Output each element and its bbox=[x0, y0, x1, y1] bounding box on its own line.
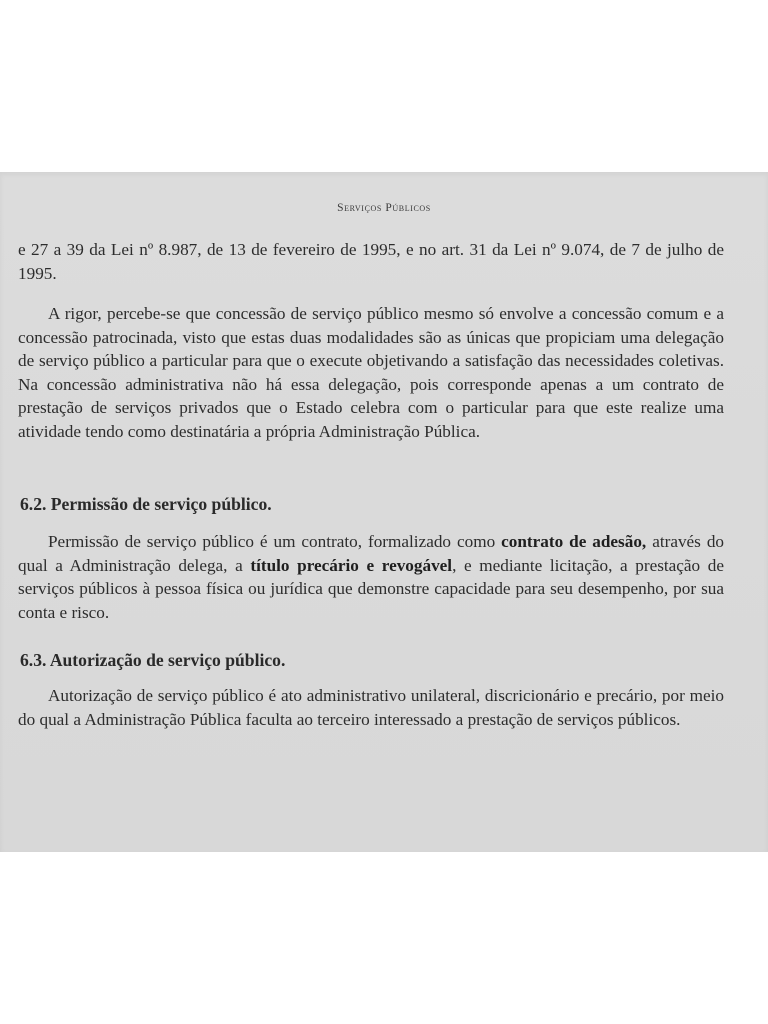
heading-6-3: 6.3. Autorização de serviço público. bbox=[20, 650, 286, 670]
paragraph-continuation: e 27 a 39 da Lei nº 8.987, de 13 de fevereiro de 1995, e no art. 31 da Lei nº 9.074, de 7 de julho de 1995. bbox=[18, 240, 724, 283]
bottom-white-margin bbox=[0, 852, 768, 1024]
permissao-text-3: , e mediante licitação, a prestação de serviços públicos à pessoa física ou jurídica que demonstre capacidade para seu desempenho, por sua conta e risco. bbox=[18, 555, 724, 622]
permissao-text-1: Permissão de serviço público é um contrato, formalizado como bbox=[48, 532, 502, 551]
paragraph-permissao bbox=[18, 530, 724, 624]
book-page bbox=[0, 172, 768, 852]
paragraph-rigor: A rigor, percebe-se que concessão de serviço público mesmo só envolve a concessão comum e a concessão patrocinada, visto que estas duas modalidades são as únicas que propiciam uma delegação de serviço público a particular para que o execute objetivando a satisfação das necessidades coletivas. Na concessão administrativa não há essa delegação, pois corresponde apenas a um contrato de prestação de serviços privados que o Estado celebra com o particular para que este realize uma atividade tendo como destinatária a própria Administração Pública. bbox=[18, 304, 724, 441]
permissao-bold-contrato-adesao: contrato de adesão, bbox=[501, 532, 647, 551]
permissao-text-2: através do qual a Administração delega, a bbox=[18, 532, 725, 575]
top-white-margin bbox=[0, 0, 768, 172]
heading-6-2: 6.2. Permissão de serviço público. bbox=[20, 494, 272, 514]
paragraph-autorizacao: Autorização de serviço público é ato administrativo unilateral, discricionário e precário, por meio do qual a Administração Pública faculta ao terceiro interessado a prestação de serviços públicos. bbox=[18, 686, 724, 729]
permissao-bold-titulo-precario: título precário e revogável bbox=[250, 555, 453, 575]
running-head: Serviços Públicos bbox=[337, 202, 431, 214]
